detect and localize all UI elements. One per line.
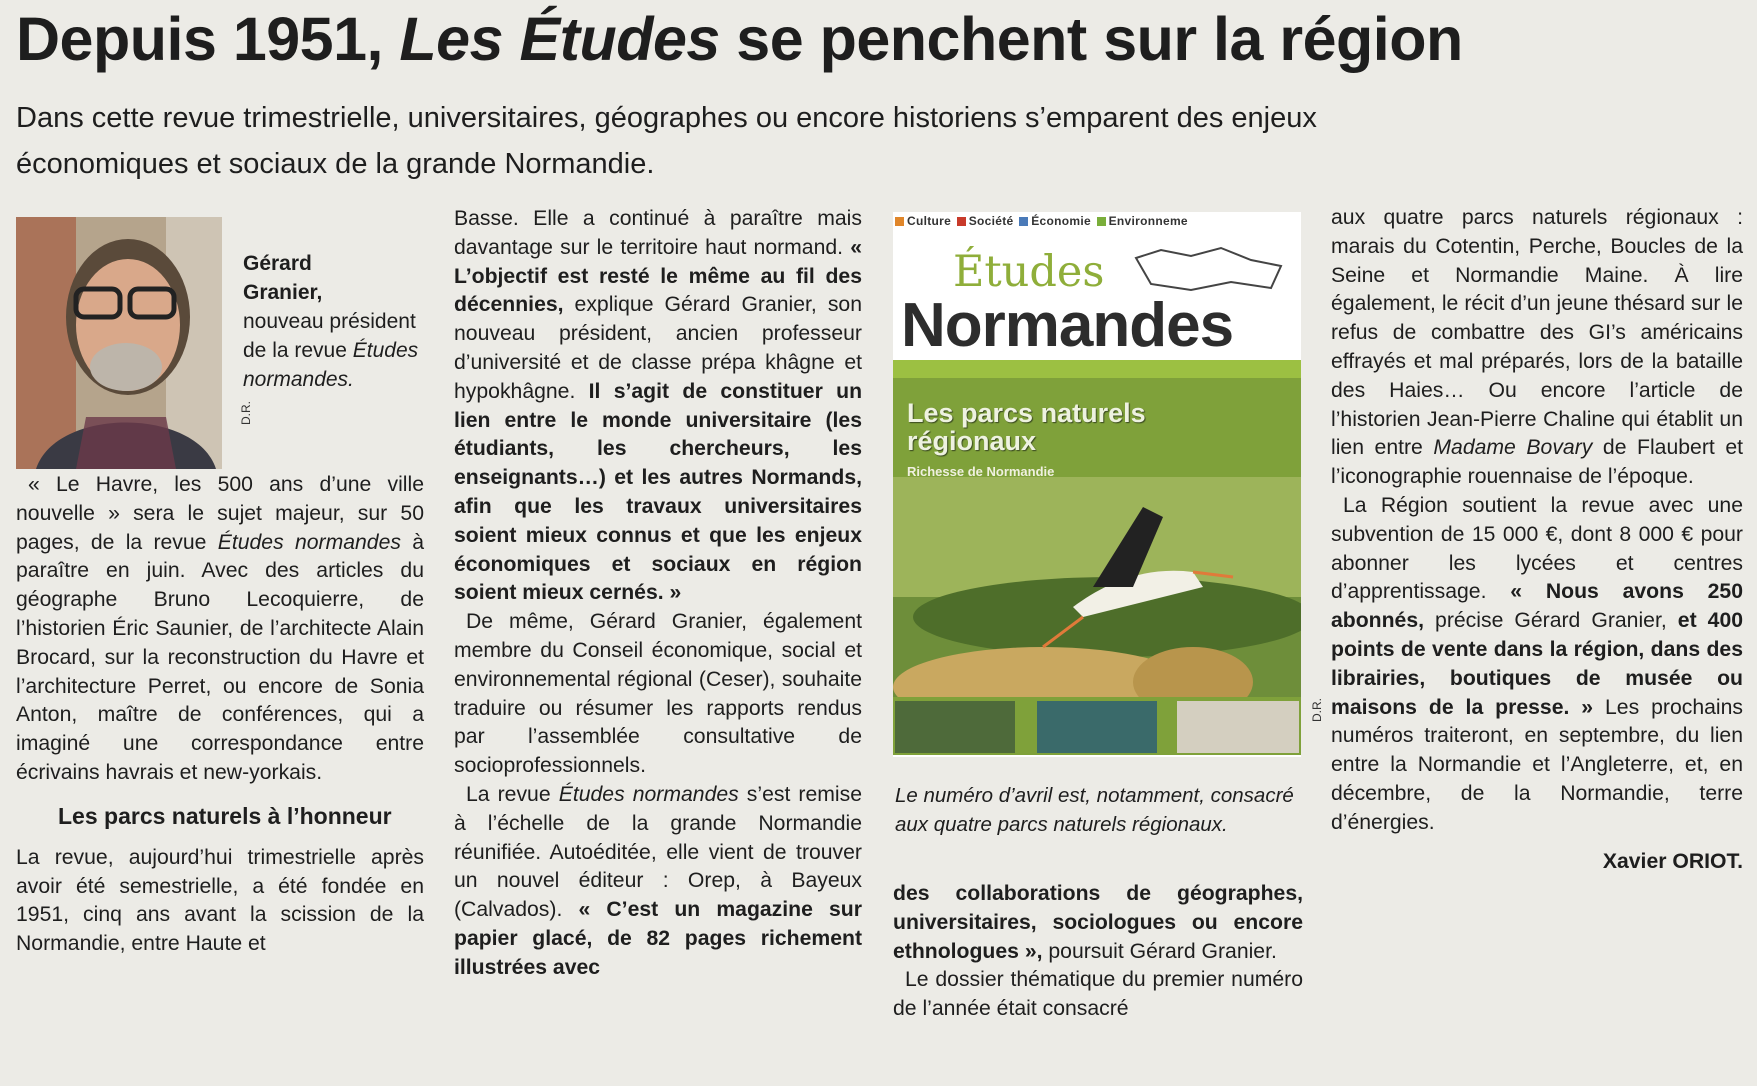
col1-p1-magazine: Études normandes [217, 530, 401, 554]
col2-p3-magazine: Études normandes [558, 782, 739, 806]
col4-p1-a: aux quatre parcs naturels régionaux : marais du Cotentin, Perche, Boucles de la Seine et Normandie Maine. À lire également, le récit d’un jeune thésard sur le refus de combattre des GI’s américains effrayés et mal préparés, lors de la bataille des Haies… Ou encore l’article de l’historien Jean-Pierre Chaline qui établit un lien entre [1331, 206, 1743, 460]
col1-paragraph-2: La revue, aujourd’hui trimestrielle après avoir été semestrielle, a été fondée en 1951, cinq ans avant la scission de la Normandie, entre Haute et [16, 845, 424, 956]
col3-paragraph-1 [893, 880, 1303, 966]
col2-paragraph-1 [454, 205, 862, 608]
standfirst: Dans cette revue trimestrielle, universitaires, géographes ou encore historiens s’emparent des enjeux économiques et sociaux de la grande Normandie. [16, 102, 1317, 180]
cover-logo-normandes: Normandes [901, 291, 1234, 360]
col2-p1-a: Basse. Elle a continué à paraître mais davantage sur le territoire haut normand. [454, 207, 862, 259]
col2-p3-c: s’est remise à l’échelle de la grande Normandie réunifiée. Autoéditée, elle vient de trouver un nouvel éditeur : Orep, à Bayeux (Calvados). [454, 782, 862, 922]
cover-thumbnails [893, 697, 1301, 755]
tag-square-societe [957, 217, 966, 226]
subheading: Les parcs naturels à l’honneur [58, 802, 392, 829]
col4-paragraph-1 [1331, 204, 1743, 492]
col4-p1-book: Madame Bovary [1433, 436, 1593, 460]
headline-magazine-title: Les Études [399, 5, 720, 73]
col4-p2-e: Les prochains numéros traiteront, en septembre, du lien entre la Normandie et l’Angleterre, et, en décembre, de la Normandie, terre d’énergies. [1331, 695, 1743, 834]
caption-magazine: Études normandes. [243, 339, 419, 391]
col2-paragraph-3 [454, 781, 862, 983]
column-2 [454, 205, 862, 983]
col3-paragraph-2: Le dossier thématique du premier numéro de l’année était consacré [893, 968, 1303, 1021]
cover-subtitle: Richesse de Normandie [907, 464, 1055, 479]
cover-title: Les parcs naturels régionaux [907, 398, 1146, 456]
col2-p3-quote: « C’est un magazine sur papier glacé, de 82 pages richement illustrées avec [454, 898, 862, 979]
col4-p2-c: précise Gérard Granier, [1424, 609, 1678, 633]
col4-p2-quote-2: et 400 points de vente dans la région, dans des librairies, boutiques de musée ou maisons de la presse. » [1331, 609, 1744, 719]
photo-credit: D.R. [239, 401, 253, 425]
cover-tags [893, 214, 1303, 228]
column-4 [1331, 204, 1743, 876]
col2-p1-quote-2: Il s’agit de constituer un lien entre le monde universitaire (les étudiants, les chercheurs, les enseignants…) et les autres Normands, afin que les travaux universitaires soient mieux connus et que les enjeux économiques et sociaux en région soient mieux cernés. » [454, 379, 863, 605]
col2-p1-quote: « L’objectif est resté le même au fil des décennies, [454, 235, 862, 317]
cover-logo-etudes: Études [953, 247, 1105, 297]
col2-p1-c: explique Gérard Granier, son nouveau président, ancien professeur d’université et de classe prépa khâgne et hypokhâgne. [454, 293, 862, 403]
tag-environnement: Environneme [1108, 214, 1188, 228]
headline-part3: se penchent sur la région [719, 5, 1463, 73]
col2-paragraph-2: De même, Gérard Granier, également membre du Conseil économique, social et environnemental régional (Ceser), souhaite traduire ou résumer les rapports rendus par l’assemblée consultative de socioprofessionnels. [454, 610, 862, 778]
caption-text: nouveau président de la revue [243, 310, 416, 362]
col4-paragraph-2 [1331, 492, 1743, 838]
col4-p2-a: La Région soutient la revue avec une subvention de 15 000 €, dont 8 000 € pour abonner les lycées et centres d’apprentissage. [1331, 493, 1743, 604]
cover-strip [893, 360, 1301, 378]
cover-caption: Le numéro d’avril est, notamment, consacré aux quatre parcs naturels régionaux. [895, 783, 1294, 836]
tag-culture: Culture [907, 214, 952, 228]
headline-part1: Depuis 1951, [16, 5, 400, 73]
headline [16, 6, 1746, 73]
col3-p1-text: poursuit Gérard Granier. [1042, 939, 1277, 963]
tag-square-economie [1019, 217, 1028, 226]
col2-p3-a: La revue [466, 782, 559, 806]
col1-paragraph-1 [16, 471, 424, 788]
col4-p2-quote-1: « Nous avons 250 abonnés, [1331, 580, 1743, 633]
portrait-block [16, 205, 424, 463]
tag-square-culture [895, 217, 904, 226]
cover-credit: D.R. [1310, 698, 1324, 722]
portrait-illustration [16, 217, 222, 469]
column-1 [16, 205, 424, 959]
magazine-cover [893, 212, 1301, 757]
caption-name: Gérard Granier, [243, 252, 323, 304]
col4-p1-c: de Flaubert et l’iconographie rouennaise de l’époque. [1331, 436, 1743, 489]
col3-p1-quote: des collaborations de géographes, universitaires, sociologues ou encore ethnologues », [893, 882, 1303, 963]
tag-societe: Société [968, 214, 1014, 228]
author-signature: Xavier ORIOT. [1602, 849, 1743, 873]
tag-economie: Économie [1031, 214, 1091, 228]
column-3 [893, 880, 1303, 1024]
portrait-photo [16, 217, 222, 469]
normandy-map-icon [1131, 238, 1291, 298]
col1-p1-text-c: à paraître en juin. Avec des articles du géographe Bruno Lecoquierre, de l’historien Éric Saunier, de l’architecte Alain Brocard, sur la reconstruction du Havre et l’architecture Perret, ou encore de Sonia Anton, maître de conférences, qui a imaginé une correspondance entre écrivains havrais et new-yorkais. [16, 530, 424, 784]
tag-square-environnement [1097, 217, 1106, 226]
col1-p1-text-a: « Le Havre, les 500 ans d’une ville nouvelle » sera le sujet majeur, sur 50 pages, de la revue [16, 473, 424, 554]
portrait-caption [243, 249, 423, 394]
cover-photo-stork [893, 477, 1301, 717]
